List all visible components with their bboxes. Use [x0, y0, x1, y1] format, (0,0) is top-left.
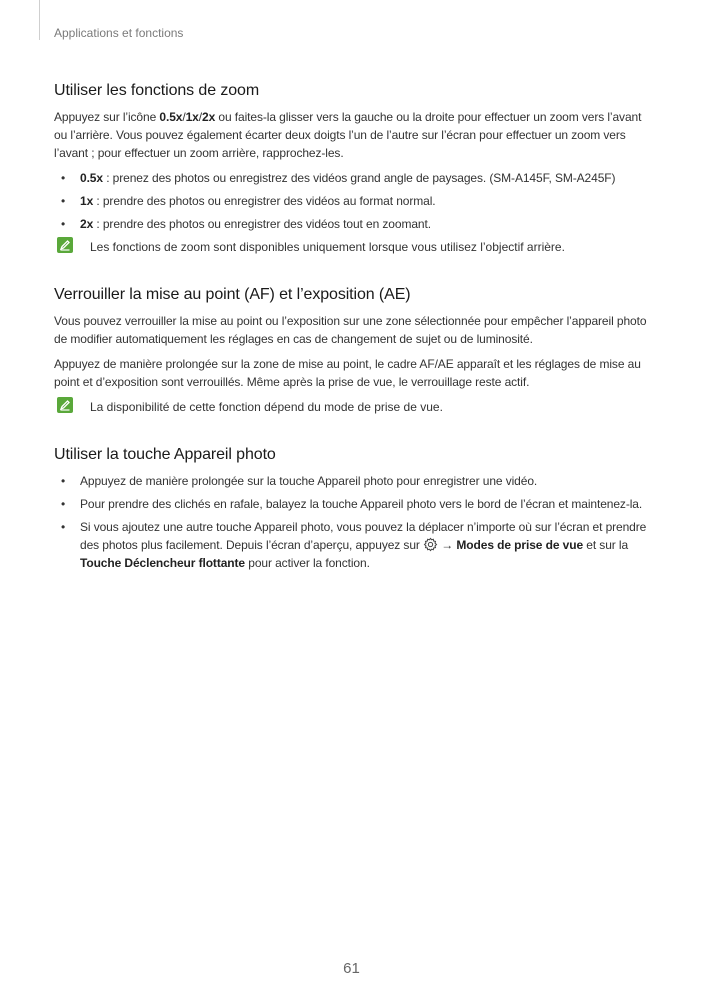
bold-term: 2x	[80, 217, 94, 231]
list-item-text: Si vous ajoutez une autre touche Appareil photo, vous pouvez la déplacer n’importe où sur l’écran et prendre des photos plus facilement. Depuis l’écran d’aperçu, appuyez sur	[80, 520, 647, 552]
text-run: /	[198, 110, 202, 124]
section-heading-af-ae: Verrouiller la mise au point (AF) et l’exposition (AE)	[54, 286, 411, 303]
note-text: La disponibilité de cette fonction dépend du mode de prise de vue.	[90, 400, 443, 414]
header-rule	[39, 0, 40, 40]
section-af-ae-lock	[54, 286, 654, 416]
bold-term: 1x	[185, 110, 199, 124]
bullet-glyph: •	[61, 217, 66, 231]
bold-term: 0.5x	[159, 110, 183, 124]
list-item	[54, 192, 654, 210]
note-zoom	[54, 238, 654, 256]
section-heading-camera-button: Utiliser la touche Appareil photo	[54, 446, 276, 463]
list-item-text: : prendre des photos ou enregistrer des vidéos tout en zoomant.	[93, 217, 431, 231]
bold-term: 2x	[202, 110, 216, 124]
bullet-glyph: •	[61, 194, 66, 208]
section-camera-button	[54, 446, 654, 572]
list-item-text: : prenez des photos ou enregistrez des vidéos grand angle de paysages. (SM-A145F, SM-A245F)	[102, 171, 616, 185]
section-zoom	[54, 82, 654, 256]
bold-term: 0.5x	[80, 171, 103, 185]
arrow-text: →	[438, 538, 457, 552]
bullet-glyph: •	[61, 520, 66, 534]
list-item	[54, 518, 654, 572]
zoom-options-list	[54, 169, 654, 233]
section-heading-zoom: Utiliser les fonctions de zoom	[54, 82, 260, 99]
text-run: pour activer la fonction.	[245, 556, 370, 570]
bold-term: 1x	[80, 194, 94, 208]
list-item	[54, 215, 654, 233]
page-content	[54, 82, 654, 577]
note-text: Les fonctions de zoom sont disponibles uniquement lorsque vous utilisez l’objectif arrière.	[90, 240, 565, 254]
text-run: Appuyez sur l’icône	[54, 110, 160, 124]
paragraph-af-ae-1: Vous pouvez verrouiller la mise au point ou l’exposition sur une zone sélectionnée pour empêcher l’appareil photo de modifier automatiquement les réglages en cas de changement de sujet ou de luminosité.	[54, 314, 647, 346]
paragraph-af-ae-2: Appuyez de manière prolongée sur la zone de mise au point, le cadre AF/AE apparaît et les réglages de mise au point et d’exposition sont verrouillés. Même après la prise de vue, le verrouillage reste actif.	[54, 357, 641, 389]
text-run: ou faites-la glisser vers la gauche ou la droite pour effectuer un zoom vers l’avant ou l’arrière. Vous pouvez également écarter deux doigts l’un de l’autre sur l’écran pour effectuer un zoom vers l’avant ; pour effectuer un zoom arrière, rapprochez-les.	[54, 110, 642, 160]
camera-button-list	[54, 472, 654, 572]
running-header: Applications et fonctions	[54, 26, 184, 40]
bullet-glyph: •	[61, 497, 66, 511]
list-item	[54, 169, 654, 187]
note-icon	[56, 396, 74, 414]
text-run: et sur la	[583, 538, 629, 552]
bold-term: Modes de prise de vue	[456, 538, 584, 552]
list-item-text: Appuyez de manière prolongée sur la touche Appareil photo pour enregistrer une vidéo.	[80, 474, 538, 488]
note-af-ae	[54, 398, 654, 416]
text-run: /	[182, 110, 186, 124]
paragraph-zoom-intro	[54, 108, 654, 162]
bold-term: Touche Déclencheur flottante	[80, 556, 246, 570]
page-number: 61	[343, 960, 360, 977]
bullet-glyph: •	[61, 474, 66, 488]
note-icon	[56, 236, 74, 254]
settings-gear-icon	[423, 537, 438, 552]
bullet-glyph: •	[61, 171, 66, 185]
list-item	[54, 495, 654, 513]
list-item	[54, 472, 654, 490]
list-item-text: : prendre des photos ou enregistrer des vidéos au format normal.	[93, 194, 436, 208]
list-item-text: Pour prendre des clichés en rafale, balayez la touche Appareil photo vers le bord de l’écran et maintenez-la.	[80, 497, 643, 511]
